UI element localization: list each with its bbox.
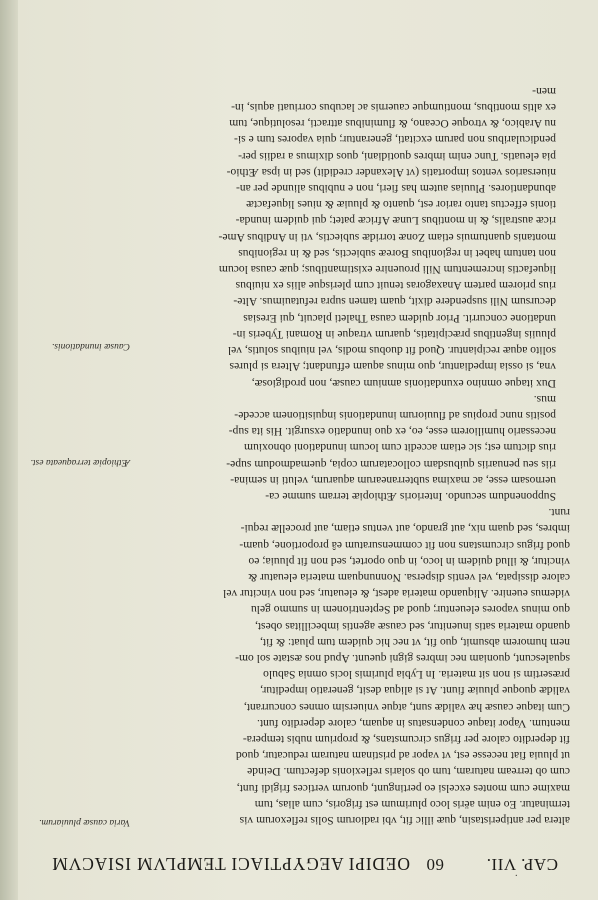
text-line: nu Arabico, & vtroque Oceano, & fluminibus attracti, resolutique, tum [229,117,556,131]
text-line: fit deperdito calore per frigus circumstans, & proprium nubis tempera- [242,732,570,746]
text-line: positis nunc propius ad fluuiorum inundationis inquisitionem accede- [234,408,556,422]
text-line: rius priorem partem Anaxagoras tenuit cum plerisque aliis ex niuibus [235,279,556,293]
margin-note: Varia causæ pluuiarum. [38,817,130,827]
text-line: non tantum habet in regionibus Boreæ subiectis, sed & in regionibus [238,246,556,260]
text-line: undatione concurrit. Prior quidem causa Thaleti placuit, qui Eresias [243,311,556,325]
text-line: squalescunt, quoniam nec imbres gigni queunt. Apud nos æstate sol om- [235,651,570,665]
text-line: men- [532,84,556,98]
text-line: Supponendum secundo. Interioris Æthiopiæ terram summe ca- [265,489,556,503]
margin-note: Causæ inundationis. [51,341,130,351]
stray-mark: · [514,871,518,882]
text-line: montanis quantumuis etiam Zonæ torridæ subiectis, vti in Andibus Ame- [218,230,556,244]
text-line: mus. [533,392,556,406]
text-line: calore dissipata, vel ventis dispersa. Nonnunquam materia eleuatur & [248,570,570,584]
text-line: Cum itaque causæ hæ validæ sunt, atque vniuersim omnes concurrant, [243,700,570,714]
text-line: riis seu penuariis quibusdam collocatarum copia, quemadmodum supe- [226,457,556,471]
paragraph [138,504,570,828]
text-line: altera per antiperistasin, quæ illic fit, vbi radiorum Solis reflexorum vis [239,814,570,827]
text-line: imbres, sed quam nix, aut grando, aut ventus etiam, aut procellæ requi- [240,522,570,536]
text-line: ut pluuia fiat necesse est, vt vapor ad pristinam naturam reducatur, quod [235,749,570,763]
text-line: pluuiis ingentibus præcipitatis, quarum vtraque in Romani Tyberis in- [232,327,556,341]
text-line: maxime cum montes excelsi eo pertingunt, quorum vertices frigidi funt, [236,781,570,795]
text-line: solito aquæ recipiantur. Quod fit duobus modis, vel niuibus solutis, vel [227,344,556,358]
body-text [138,83,570,828]
page-header [30,850,558,874]
text-line: nem humorem absumit, quo fit, vt nec hic quidem tum pluat: & fit, [259,635,570,649]
page-number: 60 [426,855,444,874]
chapter-label: CAP. VII. [486,855,558,874]
text-line: quod frigus circumstans non fit commensuratum eâ proportione, quam- [239,538,570,552]
text-line: præsertim si non sit materia. In Lybia plurimis locis omnia Sabulo [263,668,570,682]
text-line: decursum Nili suspendere dixit, quam tamen supra refutauimus. Alte- [233,295,556,309]
text-line: runt. [548,506,570,520]
paragraph [138,391,570,504]
text-line: ex altis montibus, montiumque cauernis ac lacubus corriuati aquis, in- [231,101,556,115]
text-line: uernosam esse, ac maxima subterranearum aquarum, veluti in semina- [230,473,556,487]
text-line: vna, si ossia impediantur, quo minus aquam effundant; Altera si plures [229,360,556,374]
text-line: quando materia satis inuenitur, sed causæ agentis imbecillitas obest, [254,619,570,633]
running-title: OEDIPI AEGYPTIACI TEMPLVM ISIACVM [51,854,410,874]
text-line: tionis effectus tanto rarior est, quanto & pluuiæ & niues liquefactæ [246,198,556,212]
text-line: rius dictum est; sic etiam accedit cum locum inundationi obnoxium [243,441,556,455]
margin-note: Æthiopiæ terraqueata est. [30,457,130,467]
text-line: ricæ australis, & in montibus Lunæ Africæ patet; qui quidem inunda- [235,214,556,228]
text-line: necessario humiliorem esse, eo, ex quo inundatio exsurgit. His ita sup- [228,425,556,439]
text-line: quo minus vapores eleuentur; quod ad Septentrionem in summo gelu [250,603,570,617]
text-line: mentum. Vapor itaque condensatus in aquam, calore deperdito funt. [256,716,570,730]
text-line: terminatur. Eo enim aëris loco plurimum est frigoris, cum alias, tum [254,797,570,811]
text-line: validæ quoque pluuiæ fiunt. At si aliqua desit, generatio impeditur, [260,684,570,698]
text-line: pendicularibus non parum excitati, generantur; quia vapores tum e si- [234,133,556,147]
text-line: cum ob terream naturam, tum ob solaris reflexionis defectum. Deinde [247,765,570,779]
text-line: liquefactis incrementum Nili prouenire existimantibus; quæ causa locum [218,263,556,277]
text-line: abundantiores. Pluuias autem has fieri, non e nubibus aliunde per an- [235,182,556,196]
text-line: Dux itaque omnino exundationis amnium causæ, non prodigiosæ, [251,376,556,390]
text-line: videmus euenire. Aliquando materia adest, & eleuatur, sed non vincitur vel [223,587,570,601]
text-line: niuersarios ventos importatis (vt Alexander credidit) sed in ipsa Æthio- [226,165,556,179]
text-line: vincitur, & illud quidem in loco, in quo oportet, sed non fit pluuia; eo [248,554,570,568]
text-line: pia eleuatis. Tunc enim imbres quotidiani, quos diximus a radiis per- [238,149,556,163]
paragraph [138,83,570,391]
